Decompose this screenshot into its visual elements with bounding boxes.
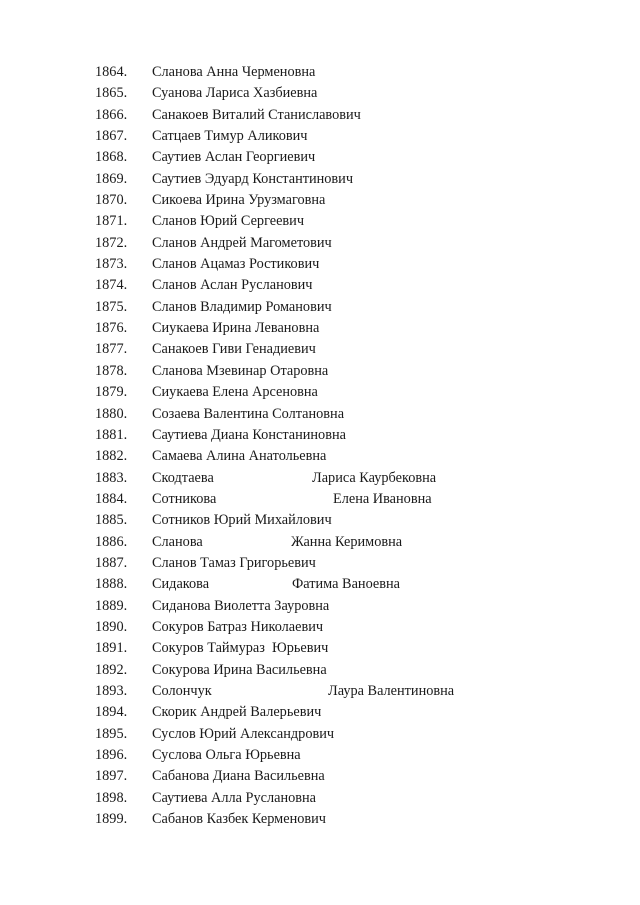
entry-number: 1876. [95,320,128,337]
entry-name: Сабанова Диана Васильевна [152,768,325,785]
entry-number: 1889. [95,597,128,614]
list-item [0,596,640,617]
entry-name: Скорик Андрей Валерьевич [152,704,322,721]
entry-name: Сиукаева Елена Арсеновна [152,384,318,401]
entry-name: Сокуров Батраз Николаевич [152,618,324,635]
entry-name: Сатцаев Тимур Аликович [152,128,308,145]
entry-number: 1877. [95,341,128,358]
entry-name: Сланов Аслан Русланович [152,277,313,294]
entry-number: 1867. [95,128,128,145]
entry-number: 1874. [95,277,128,294]
list-item [0,233,640,254]
list-item [0,617,640,638]
entry-name: Суанова Лариса Хазбиевна [152,85,318,102]
entry-number: 1885. [95,512,128,529]
list-item [0,83,640,104]
list-item [0,254,640,275]
list-item [0,660,640,681]
list-item [0,404,640,425]
entry-name: Созаева Валентина Солтановна [152,405,345,422]
list-item [0,809,640,830]
entry-number: 1883. [95,469,128,486]
entry-name: Сотников Юрий Михайлович [152,512,332,529]
entry-number: 1864. [95,64,128,80]
entry-surname: Сотникова [152,490,217,507]
entry-number: 1882. [95,448,128,465]
entry-name: Сланов Андрей Магометович [152,234,332,251]
entry-number: 1884. [95,490,128,507]
entry-name: Сокурова Ирина Васильевна [152,661,327,678]
entry-number: 1869. [95,170,128,187]
entry-number: 1875. [95,298,128,315]
entry-name: Сокуров Таймураз Юрьевич [152,640,329,657]
entry-name: Сланов Ацамаз Ростикович [152,256,320,273]
list-item [0,724,640,745]
entry-number: 1890. [95,618,128,635]
list-item [0,297,640,318]
entry-number: 1897. [95,768,128,785]
list-item [0,510,640,531]
list-item [0,211,640,232]
list-item [0,702,640,723]
entry-number: 1873. [95,256,128,273]
entry-number: 1896. [95,747,128,763]
list-item [0,766,640,787]
entry-number: 1888. [95,576,128,593]
entry-number: 1895. [95,725,128,742]
list-item [0,318,640,339]
list-item [0,788,640,809]
entry-name: Сланова Мзевинар Отаровна [152,362,329,379]
entry-name: Сабанов Казбек Керменович [152,811,326,828]
list-item [0,339,640,360]
list-item [0,62,640,83]
list-item [0,681,640,702]
list-item [0,361,640,382]
entry-name: Самаева Алина Анатольевна [152,448,327,465]
entry-surname: Сидакова [152,576,210,593]
entry-name: Сиданова Виолетта Зауровна [152,597,330,614]
list-item [0,745,640,766]
name-list [0,62,640,830]
entry-number: 1891. [95,640,128,657]
entry-name: Суслова Ольга Юрьевна [152,747,301,763]
entry-number: 1878. [95,362,128,379]
entry-number: 1886. [95,533,128,550]
list-item [0,553,640,574]
entry-name: Суслов Юрий Александрович [152,725,335,742]
entry-name: Сиукаева Ирина Левановна [152,320,320,337]
entry-number: 1872. [95,234,128,251]
entry-name: Сикоева Ирина Урузмаговна [152,192,326,209]
list-item [0,105,640,126]
entry-number: 1881. [95,426,128,443]
entry-number: 1899. [95,811,128,828]
entry-number: 1880. [95,405,128,422]
list-item [0,126,640,147]
entry-name: Сланов Владимир Романович [152,298,332,315]
list-item [0,169,640,190]
entry-number: 1892. [95,661,128,678]
entry-surname: Скодтаева [152,469,214,486]
entry-given-names: Елена Ивановна [333,490,432,507]
list-item [0,147,640,168]
entry-name: Санакоев Виталий Станиславович [152,106,361,123]
entry-name: Саутиева Диана Констаниновна [152,426,346,443]
list-item [0,489,640,510]
entry-number: 1870. [95,192,128,209]
list-item [0,190,640,211]
entry-surname: Солончук [152,682,212,699]
entry-number: 1893. [95,682,128,699]
entry-number: 1871. [95,213,128,230]
entry-given-names: Фатима Ваноевна [292,576,400,593]
entry-number: 1879. [95,384,128,401]
entry-name: Сланов Юрий Сергеевич [152,213,305,230]
entry-given-names: Лаура Валентиновна [328,682,455,699]
entry-name: Сланова Анна Черменовна [152,64,316,80]
entry-name: Сланов Тамаз Григорьевич [152,554,316,571]
entry-number: 1898. [95,789,128,806]
entry-name: Саутиев Эдуард Константинович [152,170,354,187]
list-item [0,638,640,659]
list-item [0,532,640,553]
entry-number: 1894. [95,704,128,721]
entry-given-names: Жанна Керимовна [291,533,403,550]
list-item [0,574,640,595]
entry-surname: Сланова [152,533,203,550]
entry-number: 1865. [95,85,128,102]
entry-name: Санакоев Гиви Генадиевич [152,341,316,358]
entry-given-names: Лариса Каурбековна [312,469,437,486]
entry-number: 1868. [95,149,128,166]
list-item [0,382,640,403]
entry-number: 1887. [95,554,128,571]
list-item [0,275,640,296]
list-item [0,425,640,446]
entry-name: Саутиева Алла Руслановна [152,789,317,806]
entry-number: 1866. [95,106,128,123]
list-item [0,446,640,467]
entry-name: Саутиев Аслан Георгиевич [152,149,316,166]
list-item [0,468,640,489]
